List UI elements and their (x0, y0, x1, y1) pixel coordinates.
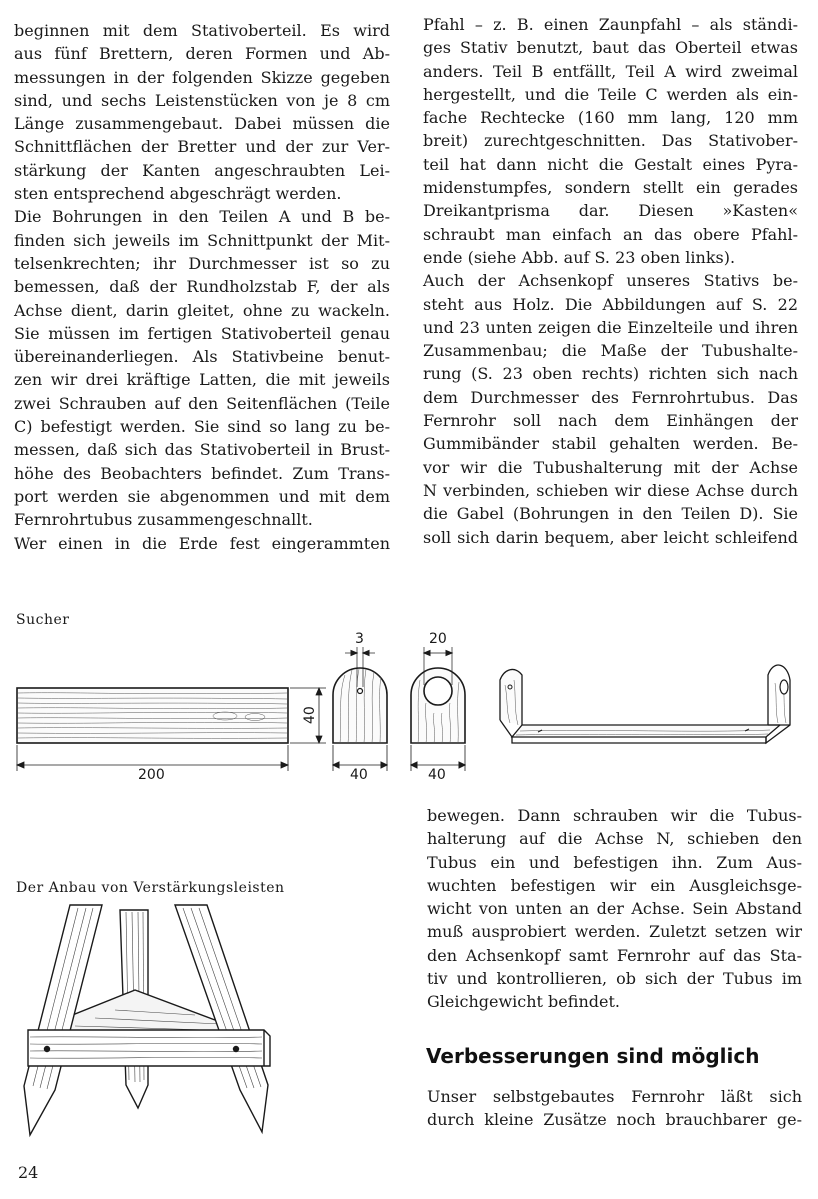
text-line: rung (S. 23 oben rechts) richten sich nach (423, 364, 798, 384)
text-line: breit) zurechtgeschnitten. Das Stativober- (423, 131, 798, 151)
text-line: telsenkrechten; ihr Durchmesser ist so zu (14, 253, 390, 273)
text-line: bewegen. Dann schrauben wir die Tubus- (427, 806, 802, 825)
text-line: hergestellt, und die Teile C werden als ein- (423, 84, 798, 104)
text-line: zen wir drei kräftige Latten, die mit jeweils (14, 370, 390, 390)
text-line: schraubt man einfach an das obere Pfahl- (423, 224, 798, 244)
text-line: messungen in der folgenden Skizze gegeben (14, 67, 390, 87)
text-line: die Gabel (Bohrungen in den Teilen D). Sie (423, 504, 798, 524)
text-line: steht aus Holz. Die Abbildungen auf S. 22 (423, 294, 798, 314)
sucher-assembled (500, 665, 790, 743)
text-line: N verbinden, schieben wir diese Achse durch (423, 480, 798, 500)
text-line: wicht von unten an der Achse. Sein Abstand (427, 899, 802, 919)
right-text-column (423, 13, 798, 549)
text-line: zwei Schrauben auf den Seitenflächen (Teile (14, 393, 390, 413)
text-line: port werden sie abgenommen und mit dem (14, 486, 390, 506)
closing-text (427, 1085, 802, 1132)
text-line: Gleichgewicht befindet. (427, 992, 620, 1012)
text-line: halterung auf die Achse N, schieben den (427, 829, 802, 849)
board-height-label: 40 (302, 706, 318, 724)
text-line: anders. Teil B entfällt, Teil A wird zweimal (423, 61, 798, 81)
text-line: Wer einen in die Erde fest eingerammten (14, 533, 390, 553)
text-line: sten entsprechend abgeschrägt werden. (14, 184, 342, 204)
text-line: durch kleine Zusätze noch brauchbarer ge- (427, 1110, 802, 1130)
text-line: Länge zusammengebaut. Dabei müssen die (14, 114, 390, 134)
text-line: höhe des Beobachters befindet. Zum Trans- (14, 463, 390, 483)
part-small-width-label: 40 (350, 767, 368, 783)
sucher-drawing (0, 625, 818, 785)
text-line: C) befestigt werden. Sie sind so lang zu be- (14, 417, 390, 437)
text-line: Achse dient, darin gleitet, ohne zu wackeln. (14, 300, 390, 320)
text-line: Tubus ein und befestigen ihn. Zum Aus- (427, 852, 802, 872)
section-heading: Verbesserungen sind möglich (426, 1044, 760, 1068)
text-line: stärkung der Kanten angeschraubten Lei- (14, 160, 390, 180)
text-line: wuchten befestigen wir ein Ausgleichsge- (427, 875, 802, 895)
part-small-hole-label: 3 (355, 631, 364, 647)
tripod-reinforcement-board (28, 1030, 270, 1066)
sucher-board (17, 688, 288, 743)
text-line: Pfahl – z. B. einen Zaunpfahl – als ständi- (423, 15, 798, 34)
part-large-hole-label: 20 (429, 631, 447, 647)
text-line: und 23 unten zeigen die Einzelteile und ihren (423, 317, 798, 337)
text-line: teil hat dann nicht die Gestalt eines Pyra- (423, 154, 798, 174)
text-line: ges Stativ benutzt, baut das Oberteil etwas (423, 38, 798, 58)
sucher-caption: Sucher (16, 612, 70, 628)
text-line: ende (siehe Abb. auf S. 23 oben links). (423, 247, 736, 267)
board-length-label: 200 (138, 767, 165, 783)
tripod-reinforcement-drawing (0, 900, 380, 1145)
text-line: Dreikantprisma dar. Diesen »Kasten« (423, 201, 798, 221)
right-text-continued (427, 804, 802, 1014)
text-line: soll sich darin bequem, aber leicht schleifend (423, 527, 798, 547)
text-line: Sie müssen im fertigen Stativoberteil genau (14, 323, 390, 343)
text-line: bemessen, daß der Rundholzstab F, der als (14, 277, 390, 297)
part-large-width-label: 40 (428, 767, 446, 783)
text-line: aus fünf Brettern, deren Formen und Ab- (14, 44, 390, 64)
text-line: vor wir die Tubushalterung mit der Achse (423, 457, 798, 477)
left-text-column (14, 19, 390, 555)
text-line: übereinanderliegen. Als Stativbeine benut- (14, 347, 390, 367)
page-number: 24 (18, 1163, 39, 1182)
text-line: tiv und kontrollieren, ob sich der Tubus im (427, 969, 802, 989)
text-line: finden sich jeweils im Schnittpunkt der Mit- (14, 230, 390, 250)
text-line: sind, und sechs Leistenstücken von je 8 cm (14, 90, 390, 110)
text-line: den Achsenkopf samt Fernrohr auf das Sta- (427, 945, 802, 965)
sucher-part-large-hole (411, 647, 465, 771)
text-line: Gummibänder stabil gehalten werden. Be- (423, 434, 798, 454)
text-line: Schnittflächen der Bretter und der zur Ver- (14, 137, 390, 157)
text-line: Fernrohrtubus zusammengeschnallt. (14, 510, 313, 530)
text-line: Auch der Achsenkopf unseres Stativs be- (423, 271, 798, 291)
text-line: muß ausprobiert werden. Zuletzt setzen wir (427, 922, 802, 942)
sucher-part-small-hole (333, 647, 387, 771)
text-line: messen, daß sich das Stativoberteil in Brust- (14, 440, 390, 460)
text-line: dem Durchmesser des Fernrohrtubus. Das (423, 387, 798, 407)
text-line: Unser selbstgebautes Fernrohr läßt sich (427, 1087, 802, 1106)
text-line: Die Bohrungen in den Teilen A und B be- (14, 207, 390, 227)
text-line: midenstumpfes, sondern stellt ein gerades (423, 178, 798, 198)
anbau-caption: Der Anbau von Verstärkungsleisten (16, 880, 285, 896)
text-line: Zusammenbau; die Maße der Tubushalte- (423, 341, 798, 361)
text-line: fache Rechtecke (160 mm lang, 120 mm (423, 108, 798, 128)
text-line: beginnen mit dem Stativoberteil. Es wird (14, 21, 390, 40)
text-line: Fernrohr soll nach dem Einhängen der (423, 411, 798, 431)
